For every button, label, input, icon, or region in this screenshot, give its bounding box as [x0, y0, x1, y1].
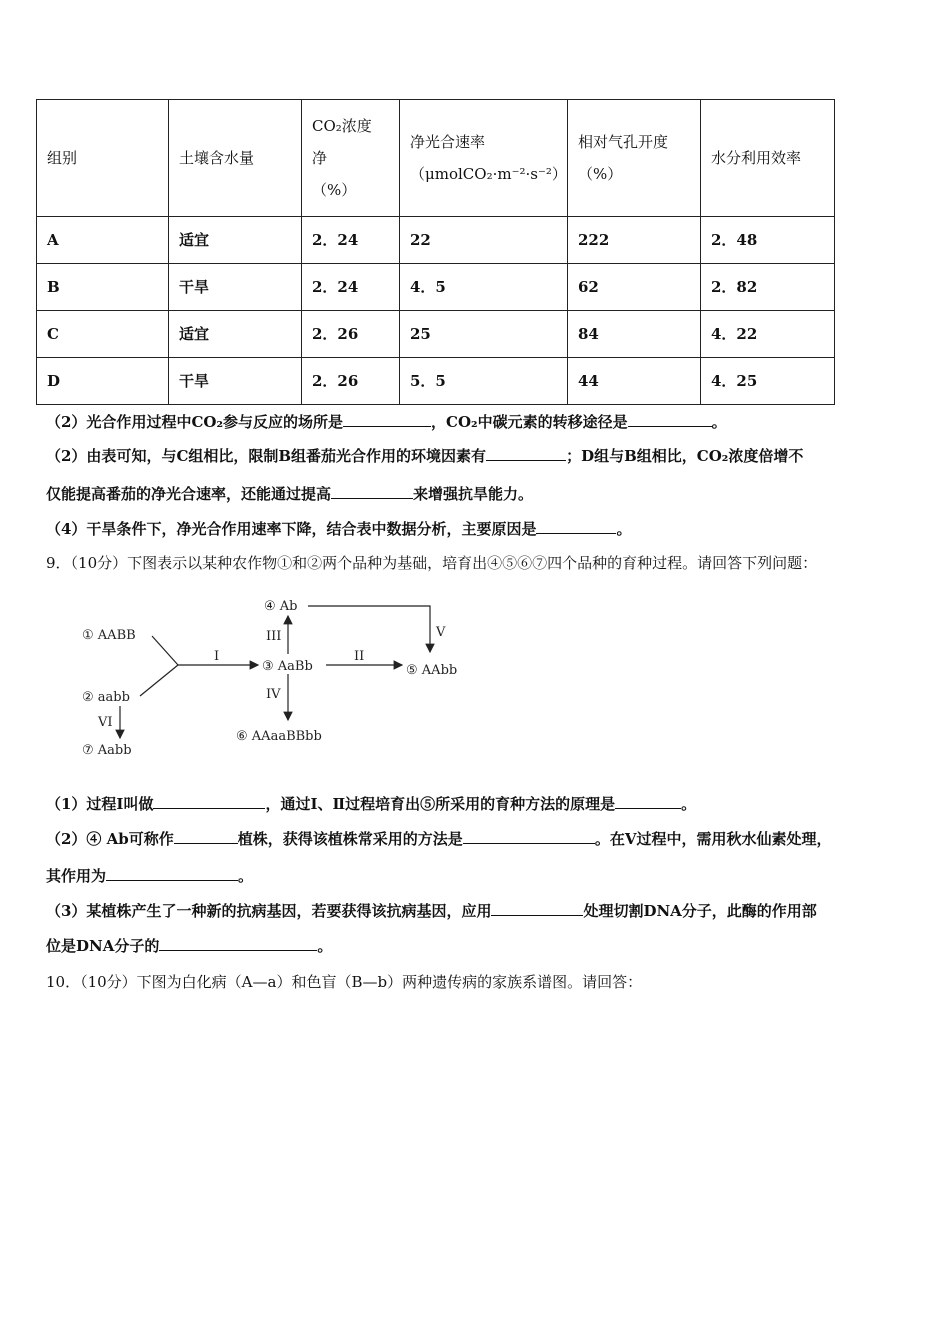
edge-2-merge — [140, 665, 178, 696]
node-2: ② aabb — [82, 690, 130, 705]
table-row: B 干旱 2．24 4．5 62 2．82 — [37, 264, 835, 311]
edge-1-merge — [152, 636, 178, 665]
label-process-4: IV — [266, 687, 281, 702]
header-co2: CO₂浓度 净 （%） — [302, 100, 400, 217]
header-group: 组别 — [37, 100, 169, 217]
label-process-5: V — [436, 625, 446, 640]
q8-part4: （4）干旱条件下，净光合作用速率下降，结合表中数据分析，主要原因是 。 — [46, 520, 632, 538]
label-process-1: I — [214, 649, 220, 664]
q9-part2-continuation: 其作用为 。 — [46, 867, 254, 885]
answer-blank[interactable] — [106, 866, 238, 881]
answer-blank[interactable] — [628, 412, 712, 427]
table-header-row — [37, 100, 835, 217]
label-process-3: III — [266, 629, 282, 644]
header-rate: 净光合速率 （μmolCO₂·m⁻²·s⁻²） — [400, 100, 568, 217]
table-row: A 适宜 2．24 22 222 2．48 — [37, 217, 835, 264]
answer-blank[interactable] — [536, 519, 616, 534]
header-stoma: 相对气孔开度 （%） — [568, 100, 701, 217]
answer-blank[interactable] — [486, 446, 566, 461]
answer-blank[interactable] — [615, 794, 681, 809]
node-4: ④ Ab — [264, 599, 298, 614]
answer-blank[interactable] — [153, 794, 265, 809]
answer-blank[interactable] — [491, 901, 583, 916]
q9-part1: （1）过程I叫做 ，通过I、Ⅱ过程培育出⑤所采用的育种方法的原理是 。 — [46, 795, 697, 813]
answer-blank[interactable] — [343, 412, 431, 427]
table-row: C 适宜 2．26 25 84 4．22 — [37, 311, 835, 358]
q10-stem: 10．（10分）下图为白化病（A—a）和色盲（B—b）两种遗传病的家族系谱图。请回答： — [46, 973, 643, 991]
q9-stem: 9．（10分）下图表示以某种农作物①和②两个品种为基础，培育出④⑤⑥⑦四个品种的育种过程。请回答下列问题： — [46, 554, 818, 572]
node-6: ⑥ AAaaBBbb — [236, 729, 322, 744]
table-row: D 干旱 2．26 5．5 44 4．25 — [37, 358, 835, 405]
node-1: ① AABB — [82, 628, 136, 643]
label-process-6: VI — [98, 715, 113, 730]
header-water: 土壤含水量 — [169, 100, 302, 217]
label-process-2: II — [354, 649, 365, 664]
q8-part2-continuation: 仅能提高番茄的净光合速率，还能通过提高 来增强抗旱能力。 — [46, 485, 534, 503]
q9-part3-continuation: 位是DNA分子的 。 — [46, 937, 333, 955]
q9-part2: （2）④ Ab可称作 植株，获得该植株常采用的方法是 。在V过程中，需用秋水仙素处理， — [46, 830, 832, 848]
header-efficiency: 水分利用效率 — [701, 100, 835, 217]
node-3: ③ AaBb — [262, 659, 313, 674]
q8-part2-site: （2）光合作用过程中CO₂参与反应的场所是 ，CO₂中碳元素的转移途径是 。 — [46, 413, 727, 431]
q8-part2-factors: （2）由表可知，与C组相比，限制B组番茄光合作用的环境因素有 ；D组与B组相比，CO₂浓度倍增不 — [46, 447, 804, 465]
breeding-diagram — [80, 592, 500, 762]
answer-blank[interactable] — [331, 484, 413, 499]
q9-part3: （3）某植株产生了一种新的抗病基因，若要获得该抗病基因，应用 处理切割DNA分子，此酶的作用部 — [46, 902, 817, 920]
arrow-process-5 — [308, 606, 430, 652]
answer-blank[interactable] — [463, 829, 595, 844]
answer-blank[interactable] — [159, 936, 317, 951]
node-7: ⑦ Aabb — [82, 743, 132, 758]
answer-blank[interactable] — [174, 829, 238, 844]
data-table — [36, 99, 835, 405]
node-5: ⑤ AAbb — [406, 663, 458, 678]
